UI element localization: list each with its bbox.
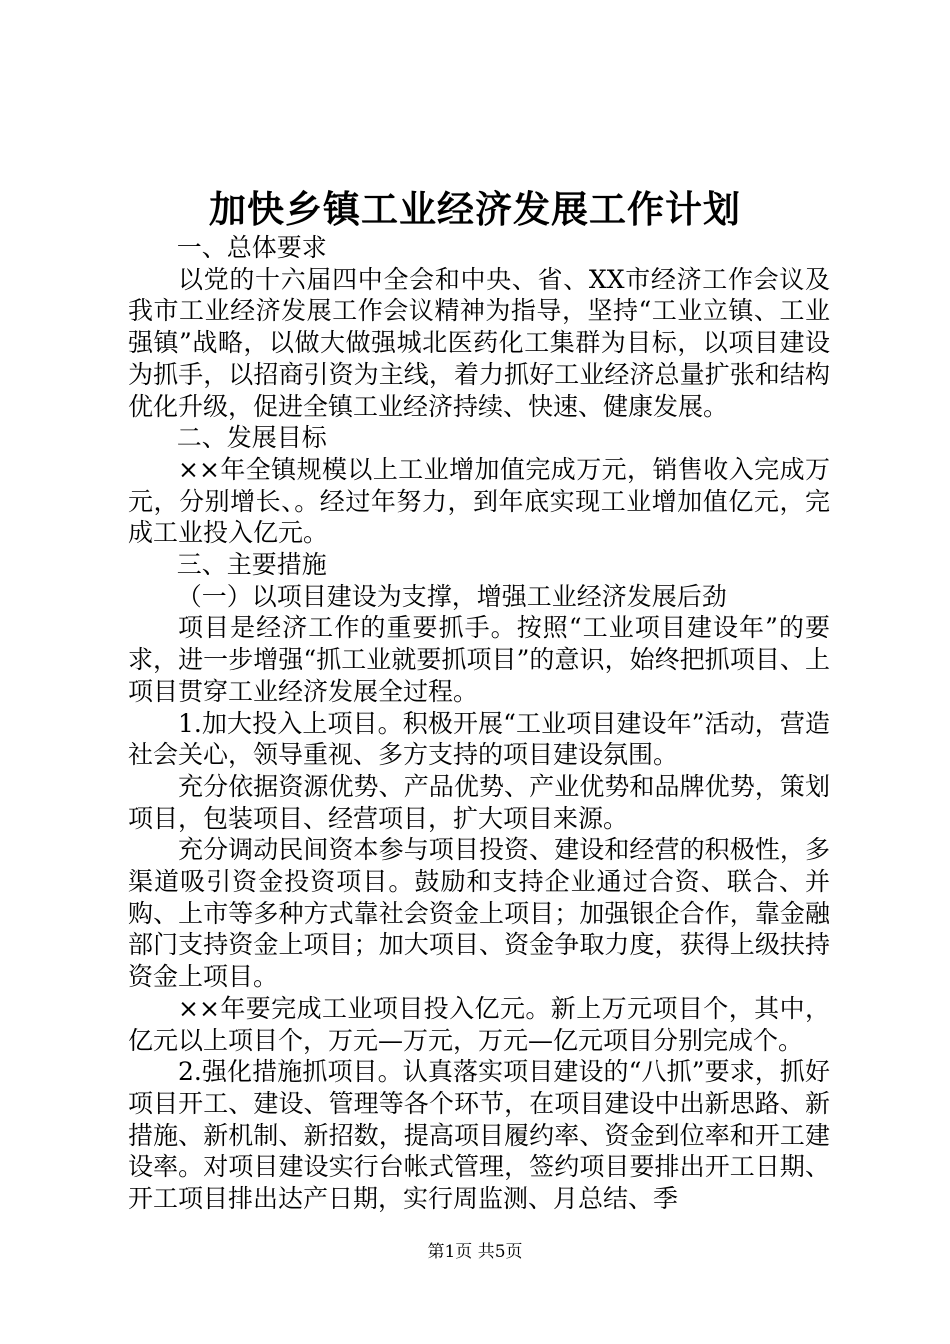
- paragraph: 以党的十六届四中全会和中央、省、XX市经济工作会议及我市工业经济发展工作会议精神为指导，坚持“工业立镇、工业强镇”战略，以做大做强城北医药化工集群为目标，以项目建设为抓手，以招商引资为主线，着力抓好工业经济总量扩张和结构优化升级，促进全镇工业经济持续、快速、健康发展。: [128, 264, 830, 421]
- paragraph: ××年要完成工业项目投入亿元。新上万元项目个，其中，亿元以上项目个，万元—万元，万元—亿元项目分别完成个。: [128, 993, 830, 1055]
- paragraph: ××年全镇规模以上工业增加值完成万元，销售收入完成万元，分别增长、。经过年努力，到年底实现工业增加值亿元，完成工业投入亿元。: [128, 454, 830, 548]
- paragraph: 充分调动民间资本参与项目投资、建设和经营的积极性，多渠道吸引资金投资项目。鼓励和支持企业通过合资、联合、并购、上市等多种方式靠社会资金上项目；加强银企合作，靠金融部门支持资金上项目；加大项目、资金争取力度，获得上级扶持资金上项目。: [128, 835, 830, 992]
- document-title: 加快乡镇工业经济发展工作计划: [209, 187, 741, 231]
- subsection-heading: （一）以项目建设为支撑，增强工业经济发展后劲: [176, 581, 727, 611]
- paragraph: 项目是经济工作的重要抓手。按照“工业项目建设年”的要求，进一步增强“抓工业就要抓项目”的意识，始终把抓项目、上项目贯穿工业经济发展全过程。: [128, 613, 830, 706]
- section-heading: 三、主要措施: [176, 550, 327, 580]
- paragraph: 2.强化措施抓项目。认真落实项目建设的“八抓”要求，抓好项目开工、建设、管理等各个环节，在项目建设中出新思路、新措施、新机制、新招数，提高项目履约率、资金到位率和开工建设率。对项目建设实行台帐式管理，签约项目要排出开工日期、开工项目排出达产日期，实行周监测、月总结、季: [128, 1057, 830, 1214]
- section-heading: 一、总体要求: [176, 233, 327, 262]
- paragraph: 充分依据资源优势、产品优势、产业优势和品牌优势，策划项目，包装项目、经营项目，扩大项目来源。: [128, 771, 830, 833]
- paragraph: 1.加大投入上项目。积极开展“工业项目建设年”活动，营造社会关心，领导重视、多方支持的项目建设氛围。: [128, 708, 830, 770]
- section-heading: 二、发展目标: [176, 423, 327, 453]
- page-footer: 第1页 共5页: [427, 1242, 523, 1262]
- document-body: [128, 232, 830, 1215]
